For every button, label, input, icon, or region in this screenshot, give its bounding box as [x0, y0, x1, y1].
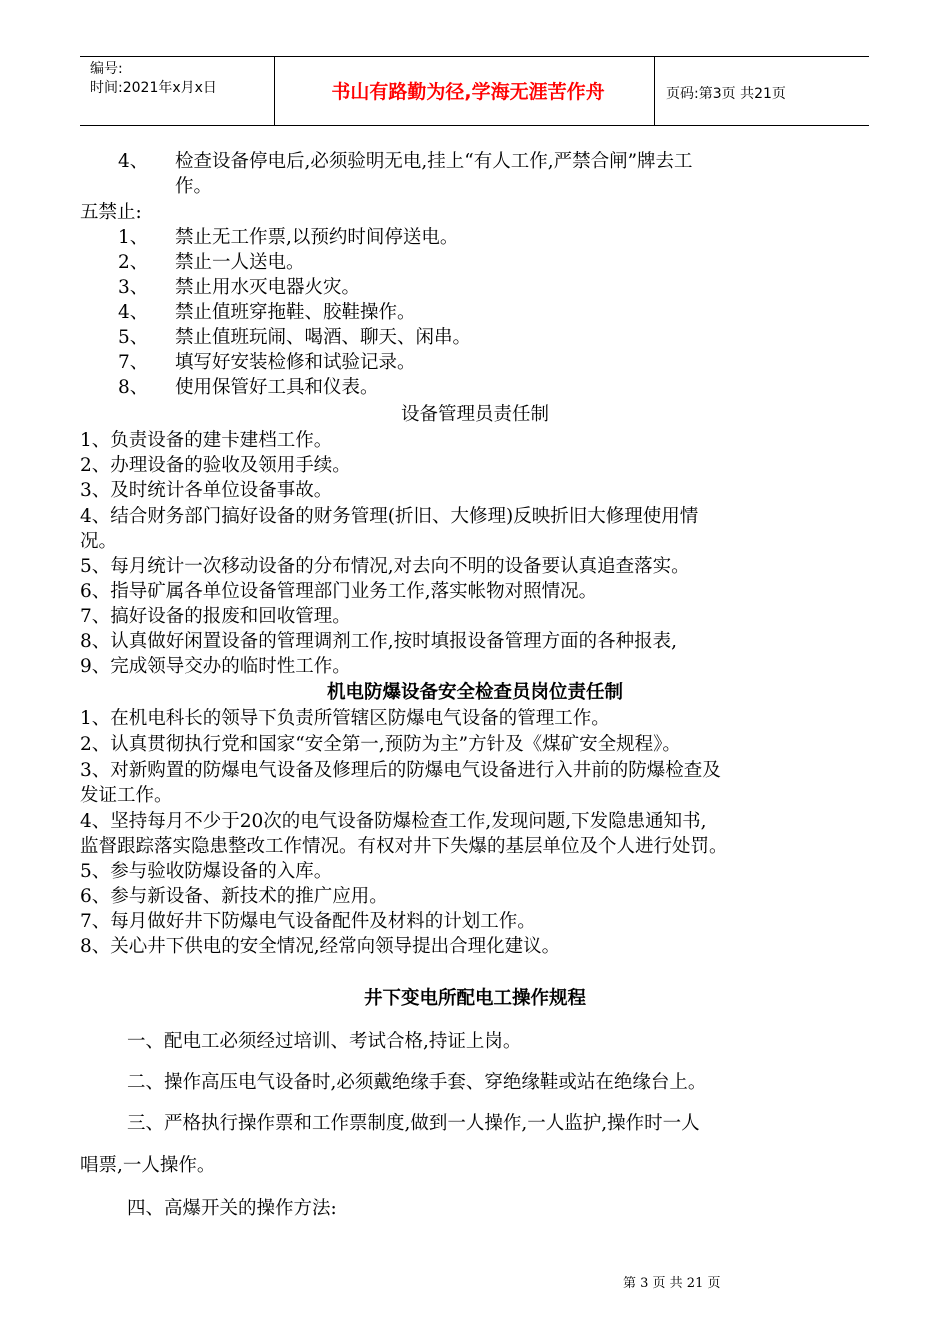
list-item-number: 4、	[118, 302, 149, 323]
item-text: 作。	[175, 176, 213, 197]
list-item-number: 3、	[118, 277, 149, 298]
list-item: 9、完成领导交办的临时性工作。	[80, 656, 351, 677]
list-item: 禁止用水灭电器火灾。	[175, 277, 361, 298]
rule-item: 四、高爆开关的操作方法:	[127, 1198, 337, 1219]
date-label: 时间:2021年x月x日	[90, 80, 217, 96]
list-item: 禁止一人送电。	[175, 252, 305, 273]
list-item: 使用保管好工具和仪表。	[175, 377, 379, 398]
number-label: 编号:	[90, 61, 123, 77]
list-item-number: 5、	[118, 327, 149, 348]
list-item-number: 1、	[118, 227, 149, 248]
list-item: 禁止无工作票,以预约时间停送电。	[175, 227, 459, 248]
list-item: 2、办理设备的验收及领用手续。	[80, 455, 351, 476]
list-item: 禁止值班玩闹、喝酒、聊天、闲串。	[175, 327, 472, 348]
list-item: 况。	[80, 531, 118, 552]
list-item: 3、对新购置的防爆电气设备及修理后的防爆电气设备进行入井前的防爆检查及	[80, 760, 721, 781]
list-item: 监督跟踪落实隐患整改工作情况。有权对井下失爆的基层单位及个人进行处罚。	[80, 836, 728, 857]
item-number: 4、	[118, 151, 149, 172]
list-item: 7、每月做好井下防爆电气设备配件及材料的计划工作。	[80, 911, 536, 932]
list-item: 1、在机电科长的领导下负责所管辖区防爆电气设备的管理工作。	[80, 708, 610, 729]
rule-item: 三、严格执行操作票和工作票制度,做到一人操作,一人监护,操作时一人	[127, 1113, 700, 1134]
section-title: 五禁止:	[80, 202, 142, 223]
list-item: 5、每月统计一次移动设备的分布情况,对去向不明的设备要认真追查落实。	[80, 556, 690, 577]
item-text: 检查设备停电后,必须验明无电,挂上“有人工作,严禁合闸”牌去工	[175, 151, 693, 172]
list-item: 6、指导矿属各单位设备管理部门业务工作,落实帐物对照情况。	[80, 581, 598, 602]
page-number-label: 页码:第3页 共21页	[666, 86, 786, 102]
divider	[654, 57, 655, 125]
list-item-number: 8、	[118, 377, 149, 398]
list-item-number: 2、	[118, 252, 149, 273]
motto: 书山有路勤为径,学海无涯苦作舟	[331, 81, 605, 103]
page-footer: 第 3 页 共 21 页	[623, 1276, 721, 1291]
section-heading: 机电防爆设备安全检查员岗位责任制	[326, 682, 623, 703]
list-item: 禁止值班穿拖鞋、胶鞋操作。	[175, 302, 416, 323]
list-item: 1、负责设备的建卡建档工作。	[80, 430, 333, 451]
list-item: 8、认真做好闲置设备的管理调剂工作,按时填报设备管理方面的各种报表,	[80, 631, 678, 652]
list-item: 4、结合财务部门搞好设备的财务管理(折旧、大修理)反映折旧大修理使用情	[80, 506, 699, 527]
rule-item: 二、操作高压电气设备时,必须戴绝缘手套、穿绝缘鞋或站在绝缘台上。	[127, 1072, 707, 1093]
section-heading: 井下变电所配电工操作规程	[363, 988, 586, 1009]
list-item: 5、参与验收防爆设备的入库。	[80, 861, 333, 882]
header-info	[90, 60, 217, 98]
divider	[274, 57, 275, 125]
list-item-number: 7、	[118, 352, 149, 373]
rule-item: 唱票,一人操作。	[80, 1155, 216, 1176]
list-item: 6、参与新设备、新技术的推广应用。	[80, 886, 388, 907]
list-item: 3、及时统计各单位设备事故。	[80, 480, 333, 501]
page-header	[80, 56, 869, 126]
list-item: 4、坚持每月不少于20次的电气设备防爆检查工作,发现问题,下发隐患通知书,	[80, 811, 707, 832]
section-heading: 设备管理员责任制	[400, 404, 549, 425]
list-item: 发证工作。	[80, 785, 173, 806]
list-item: 8、关心井下供电的安全情况,经常向领导提出合理化建议。	[80, 936, 561, 957]
rule-item: 一、配电工必须经过培训、考试合格,持证上岗。	[127, 1031, 522, 1052]
list-item: 7、搞好设备的报废和回收管理。	[80, 606, 351, 627]
list-item: 填写好安装检修和试验记录。	[175, 352, 416, 373]
list-item: 2、认真贯彻执行党和国家“安全第一,预防为主”方针及《煤矿安全规程》。	[80, 734, 681, 755]
